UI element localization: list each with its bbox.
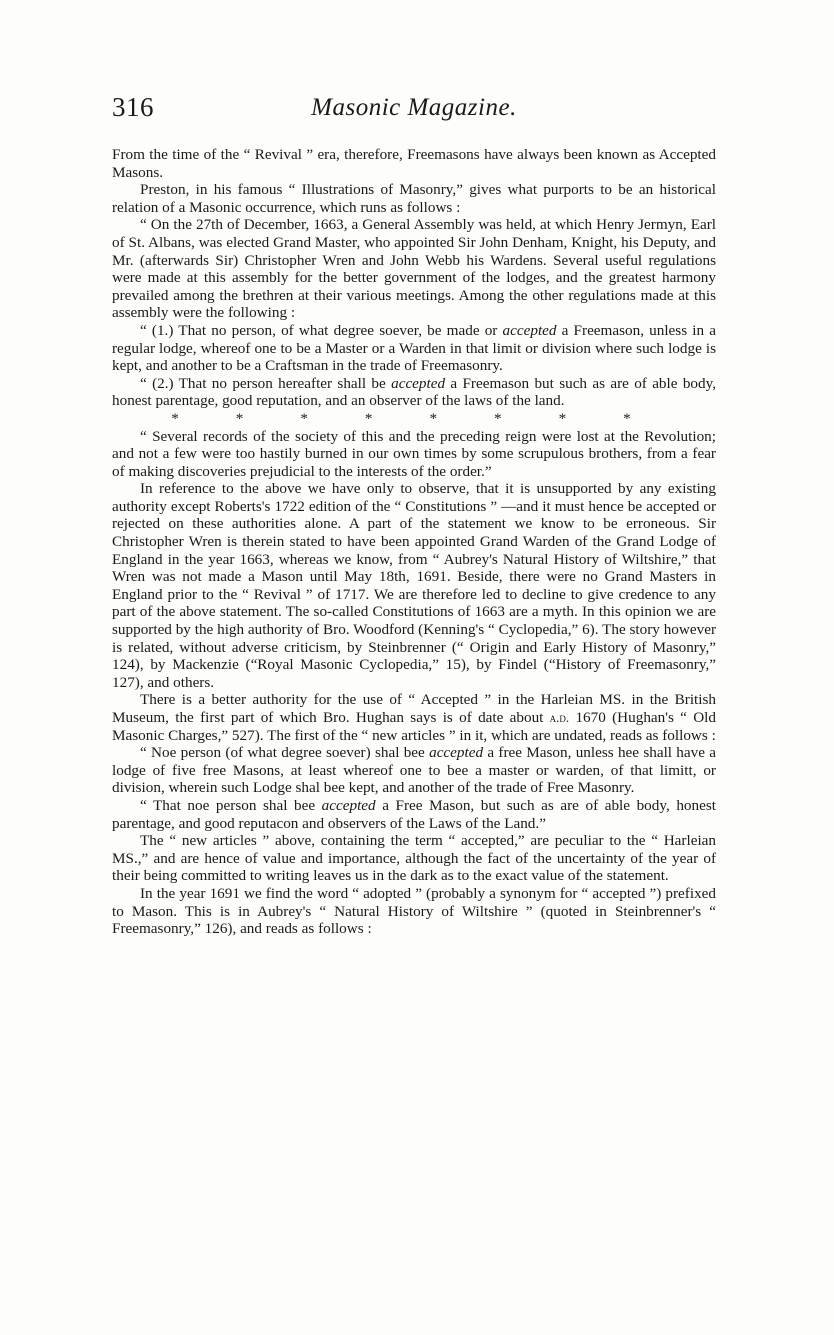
paragraph: The “ new articles ” above, containing the term “ accepted,” are peculiar to the “ Harleian MS.,” and are hence of value and importance, although the fact of the uncertainty of the year of their being committed to writing leaves us in the dark as to the exact value of the statement. — [112, 832, 716, 885]
regulation-2: “ (2.) That no person hereafter shall be accepted a Freemason but such as are of able body, honest parentage, good reputation, and an observer of the laws of the land. — [112, 374, 717, 410]
quoted-article-1: “ Noe person (of what degree soever) shal bee accepted a free Mason, unless hee shall have a lodge of five free Masons, at least whereof one to bee a master or warden, of that limitt, or division, wherein such Lodge shal bee kept, and another of the trade of Free Masonry. — [112, 744, 717, 797]
article-body — [112, 146, 716, 938]
asterisk: * — [171, 409, 179, 427]
quoted-article-2: “ That noe person shal bee accepted a Free Mason, but such as are of able body, honest parentage, and good reputacon and observers of the Laws of the Land.” — [112, 796, 716, 832]
asterisk: * — [235, 409, 244, 427]
paragraph: From the time of the “ Revival ” era, therefore, Freemasons have always been known as Accepted Masons. — [112, 146, 716, 181]
asterisk: * — [558, 409, 567, 427]
asterisk: * — [494, 409, 502, 427]
asterisk: * — [429, 409, 438, 427]
asterisk: * — [623, 409, 631, 427]
paragraph: Preston, in his famous “ Illustrations of Masonry,” gives what purports to be an historical relation of a Masonic occurrence, which runs as follows : — [112, 181, 716, 216]
quoted-paragraph: “ Several records of the society of this and the preceding reign were lost at the Revolution; and not a few were too hastily burned in our own times by some scrupulous brothers, from a fear of making discoveries prejudicial to the interests of the order.” — [112, 427, 716, 480]
regulation-1: “ (1.) That no person, of what degree soever, be made or accepted a Freemason, unless in a regular lodge, whereof one to be a Master or a Warden in that limit or division where such lodge is kept, and another to be a Craftsman in the trade of Freemasonry. — [112, 321, 716, 375]
asterisk: * — [300, 409, 308, 427]
paragraph: There is a better authority for the use of “ Accepted ” in the Harleian MS. in the British Museum, the first part of which Bro. Hughan says is of date about a.d. 1670 (Hughan's “ Old Masonic Charges,” 527). The first of the “ new articles ” in it, which are undated, reads as follows : — [112, 691, 716, 744]
running-head: Masonic Magazine. — [311, 94, 517, 121]
paragraph: In reference to the above we have only to observe, that it is unsupported by any existing authority except Roberts's 1722 edition of the “ Constitutions ” —and it must hence be accepted or rejected on these authorities alone. A part of the statement we know to be erroneous. Sir Christopher Wren is therein stated to have been appointed Grand Warden of the Grand Lodge of England in the year 1663, whereas we know, from “ Aubrey's Natural History of Wiltshire,” that Wren was not made a Mason until May 18th, 1691. Beside, there were no Grand Masters in England prior to the “ Revival ” of 1717. We are therefore led to decline to give credence to any part of the above statement. The so-called Constitutions of 1663 are a myth. In this opinion we are supported by the high authority of Bro. Woodford (Kenning's “ Cyclopedia,” 6). The story however is related, without adverse criticism, by Steinbrenner (“ Origin and Early History of Masonry,” 124), by Mackenzie (“Royal Masonic Cyclopedia,” 15), by Findel (“History of Freemasonry,” 127), and others. — [112, 480, 716, 691]
asterisk: * — [364, 409, 373, 427]
asterisk-separator — [112, 410, 716, 428]
paragraph: In the year 1691 we find the word “ adopted ” (probably a synonym for “ accepted ”) prefixed to Mason. This is in Aubrey's “ Natural History of Wiltshire ” (quoted in Steinbrenner's “ Freemasonry,” 126), and reads as follows : — [112, 884, 716, 938]
page-number: 316 — [112, 92, 154, 122]
page-header — [112, 92, 716, 126]
quoted-paragraph: “ On the 27th of December, 1663, a General Assembly was held, at which Henry Jermyn, Earl of St. Albans, was elected Grand Master, who appointed Sir John Denham, Knight, his Deputy, and Mr. (afterwards Sir) Christopher Wren and John Webb his Wardens. Several useful regulations were made at this assembly for the better government of the lodges, and the greatest harmony prevailed among the brethren at their various meetings. Among the other regulations made at this assembly were the following : — [112, 216, 716, 322]
